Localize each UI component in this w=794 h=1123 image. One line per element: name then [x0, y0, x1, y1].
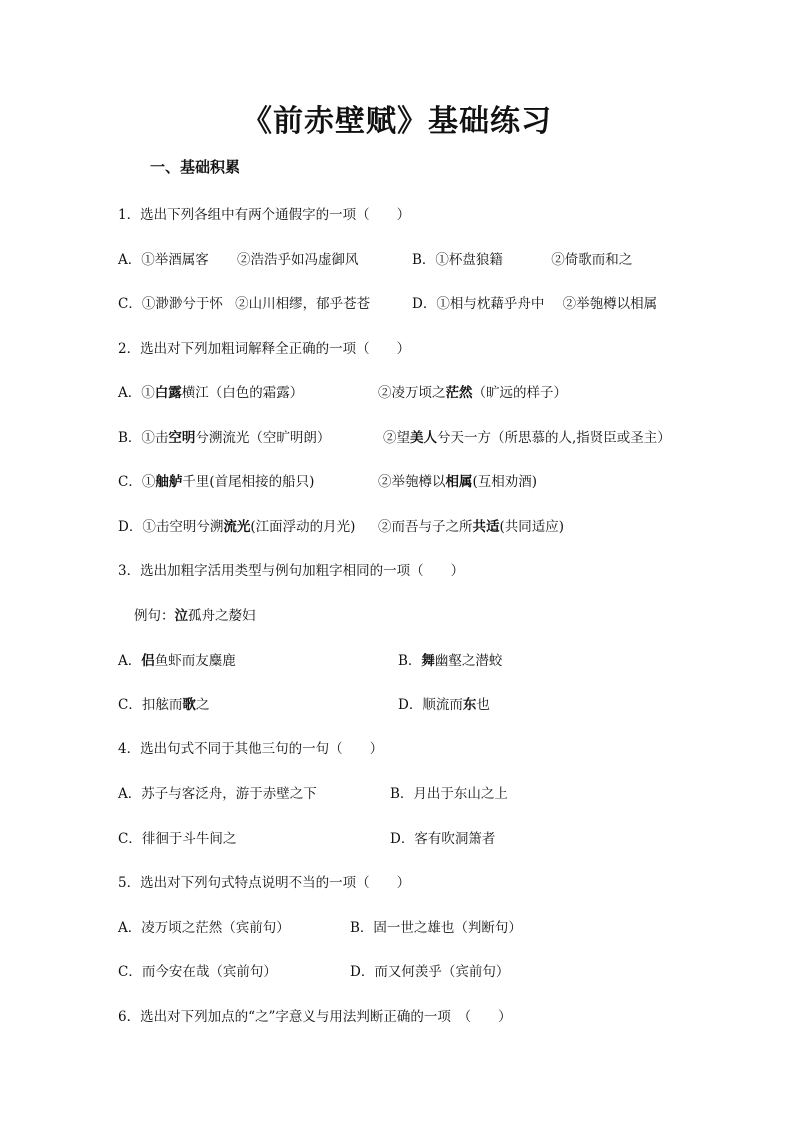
text-pre: D．①击空明兮溯	[118, 519, 224, 535]
text-post: (共同适应)	[499, 519, 565, 535]
option-a-part1: A．①举酒属客	[118, 252, 209, 268]
text-post: 兮溯流光（空旷明朗）	[195, 430, 331, 446]
text-post: 幽壑之潜蛟	[434, 653, 503, 669]
question-2-option-d2	[378, 515, 564, 535]
question-3-option-d	[398, 693, 490, 713]
text-pre: D．顺流而	[398, 697, 463, 713]
bold-word: 东	[462, 697, 477, 713]
question-6-stem: 6．选出对下列加点的“之”字意义与用法判断正确的一项 （ ）	[118, 1009, 512, 1025]
text-post: 千里(首尾相接的船只)	[182, 474, 315, 490]
text-post: 孤舟之嫠妇	[188, 608, 256, 624]
question-2-option-c1	[118, 470, 314, 490]
question-5-stem: 5．选出对下列句式特点说明不当的一项（ ）	[118, 875, 411, 891]
text-post: 横江（白色的霜露）	[181, 385, 304, 401]
question-1-option-d	[412, 292, 657, 312]
text-pre: 例句：	[134, 608, 175, 624]
question-2-option-b2	[383, 426, 671, 446]
bold-word: 茫然	[445, 385, 473, 401]
text-pre: C．扣舷而	[118, 697, 183, 713]
question-1-option-b	[412, 248, 632, 268]
question-5-option-d: D．而又何羡乎（宾前句）	[350, 964, 510, 980]
bold-word: 舳舻	[155, 474, 183, 490]
question-4-option-d: D．客有吹洞箫者	[390, 831, 496, 847]
question-3-stem: 3．选出加粗字活用类型与例句加粗字相同的一项（ ）	[118, 563, 465, 579]
option-c-part1: C．①渺渺兮于怀	[118, 296, 223, 312]
text-pre: B．	[398, 653, 422, 669]
bold-word: 舞	[421, 653, 435, 669]
text-pre: ②举匏樽以	[378, 474, 446, 490]
text-pre: ②而吾与子之所	[378, 519, 473, 535]
text-post: (江面浮动的月光)	[250, 519, 356, 535]
text-pre: C．①	[118, 474, 156, 490]
question-1-option-a	[118, 248, 359, 268]
text-pre: ②凌万顷之	[378, 385, 446, 401]
option-a-part2: ②浩浩乎如冯虚御风	[237, 252, 359, 268]
question-5-option-a: A．凌万顷之茫然（宾前句）	[118, 920, 290, 936]
option-c-part2: ②山川相缪，郁乎苍苍	[235, 296, 371, 312]
bold-word: 共适	[472, 519, 500, 535]
bold-word: 空明	[168, 430, 196, 446]
question-5-option-c: C．而今安在哉（宾前句）	[118, 964, 277, 980]
text-post: 也	[476, 697, 490, 713]
question-3-option-c	[118, 693, 209, 713]
question-2-option-b1	[118, 426, 330, 446]
question-2-option-a2	[378, 381, 567, 401]
bold-word: 美人	[410, 430, 437, 446]
text-pre: A．①	[118, 385, 155, 401]
bold-word: 侣	[141, 653, 155, 669]
question-4-option-a: A．苏子与客泛舟，游于赤壁之下	[118, 786, 317, 802]
text-post: 鱼虾而友麋鹿	[154, 653, 236, 669]
question-1-stem: 1．选出下列各组中有两个通假字的一项（ ）	[118, 207, 411, 223]
question-3-example	[134, 604, 256, 624]
text-pre: A．	[118, 653, 142, 669]
question-3-option-a	[118, 649, 236, 669]
question-2-option-c2	[378, 470, 537, 490]
option-d-part2: ②举匏樽以相属	[562, 296, 658, 312]
question-5-option-b: B．固一世之雄也（判断句）	[350, 920, 522, 936]
bold-word: 白露	[154, 385, 182, 401]
question-2-option-d1	[118, 515, 355, 535]
option-d-part1: D．①相与枕藉乎舟中	[412, 296, 545, 312]
bold-word: 泣	[174, 608, 188, 624]
question-1-option-c	[118, 292, 370, 312]
text-pre: B．①击	[118, 430, 169, 446]
text-post: (互相劝酒)	[472, 474, 538, 490]
text-pre: ②望	[383, 430, 410, 446]
option-b-part2: ②倚歌而和之	[551, 252, 633, 268]
bold-word: 歌	[182, 697, 196, 713]
page-title: 《前赤壁赋》基础练习	[242, 104, 552, 139]
question-4-option-b: B．月出于东山之上	[390, 786, 508, 802]
text-post: （旷远的样子）	[472, 385, 567, 401]
question-4-stem: 4．选出句式不同于其他三句的一句（ ）	[118, 741, 384, 757]
option-b-part1: B．①杯盘狼籍	[412, 252, 503, 268]
bold-word: 相属	[445, 474, 473, 490]
text-post: 兮天一方（所思慕的人,指贤臣或圣主）	[437, 430, 671, 446]
question-3-option-b	[398, 649, 502, 669]
question-2-option-a1	[118, 381, 303, 401]
section-heading: 一、基础积累	[150, 158, 241, 176]
bold-word: 流光	[223, 519, 251, 535]
question-4-option-c: C．徘徊于斗牛间之	[118, 831, 237, 847]
question-2-stem: 2．选出对下列加粗词解释全正确的一项（ ）	[118, 341, 411, 357]
text-post: 之	[195, 697, 210, 713]
